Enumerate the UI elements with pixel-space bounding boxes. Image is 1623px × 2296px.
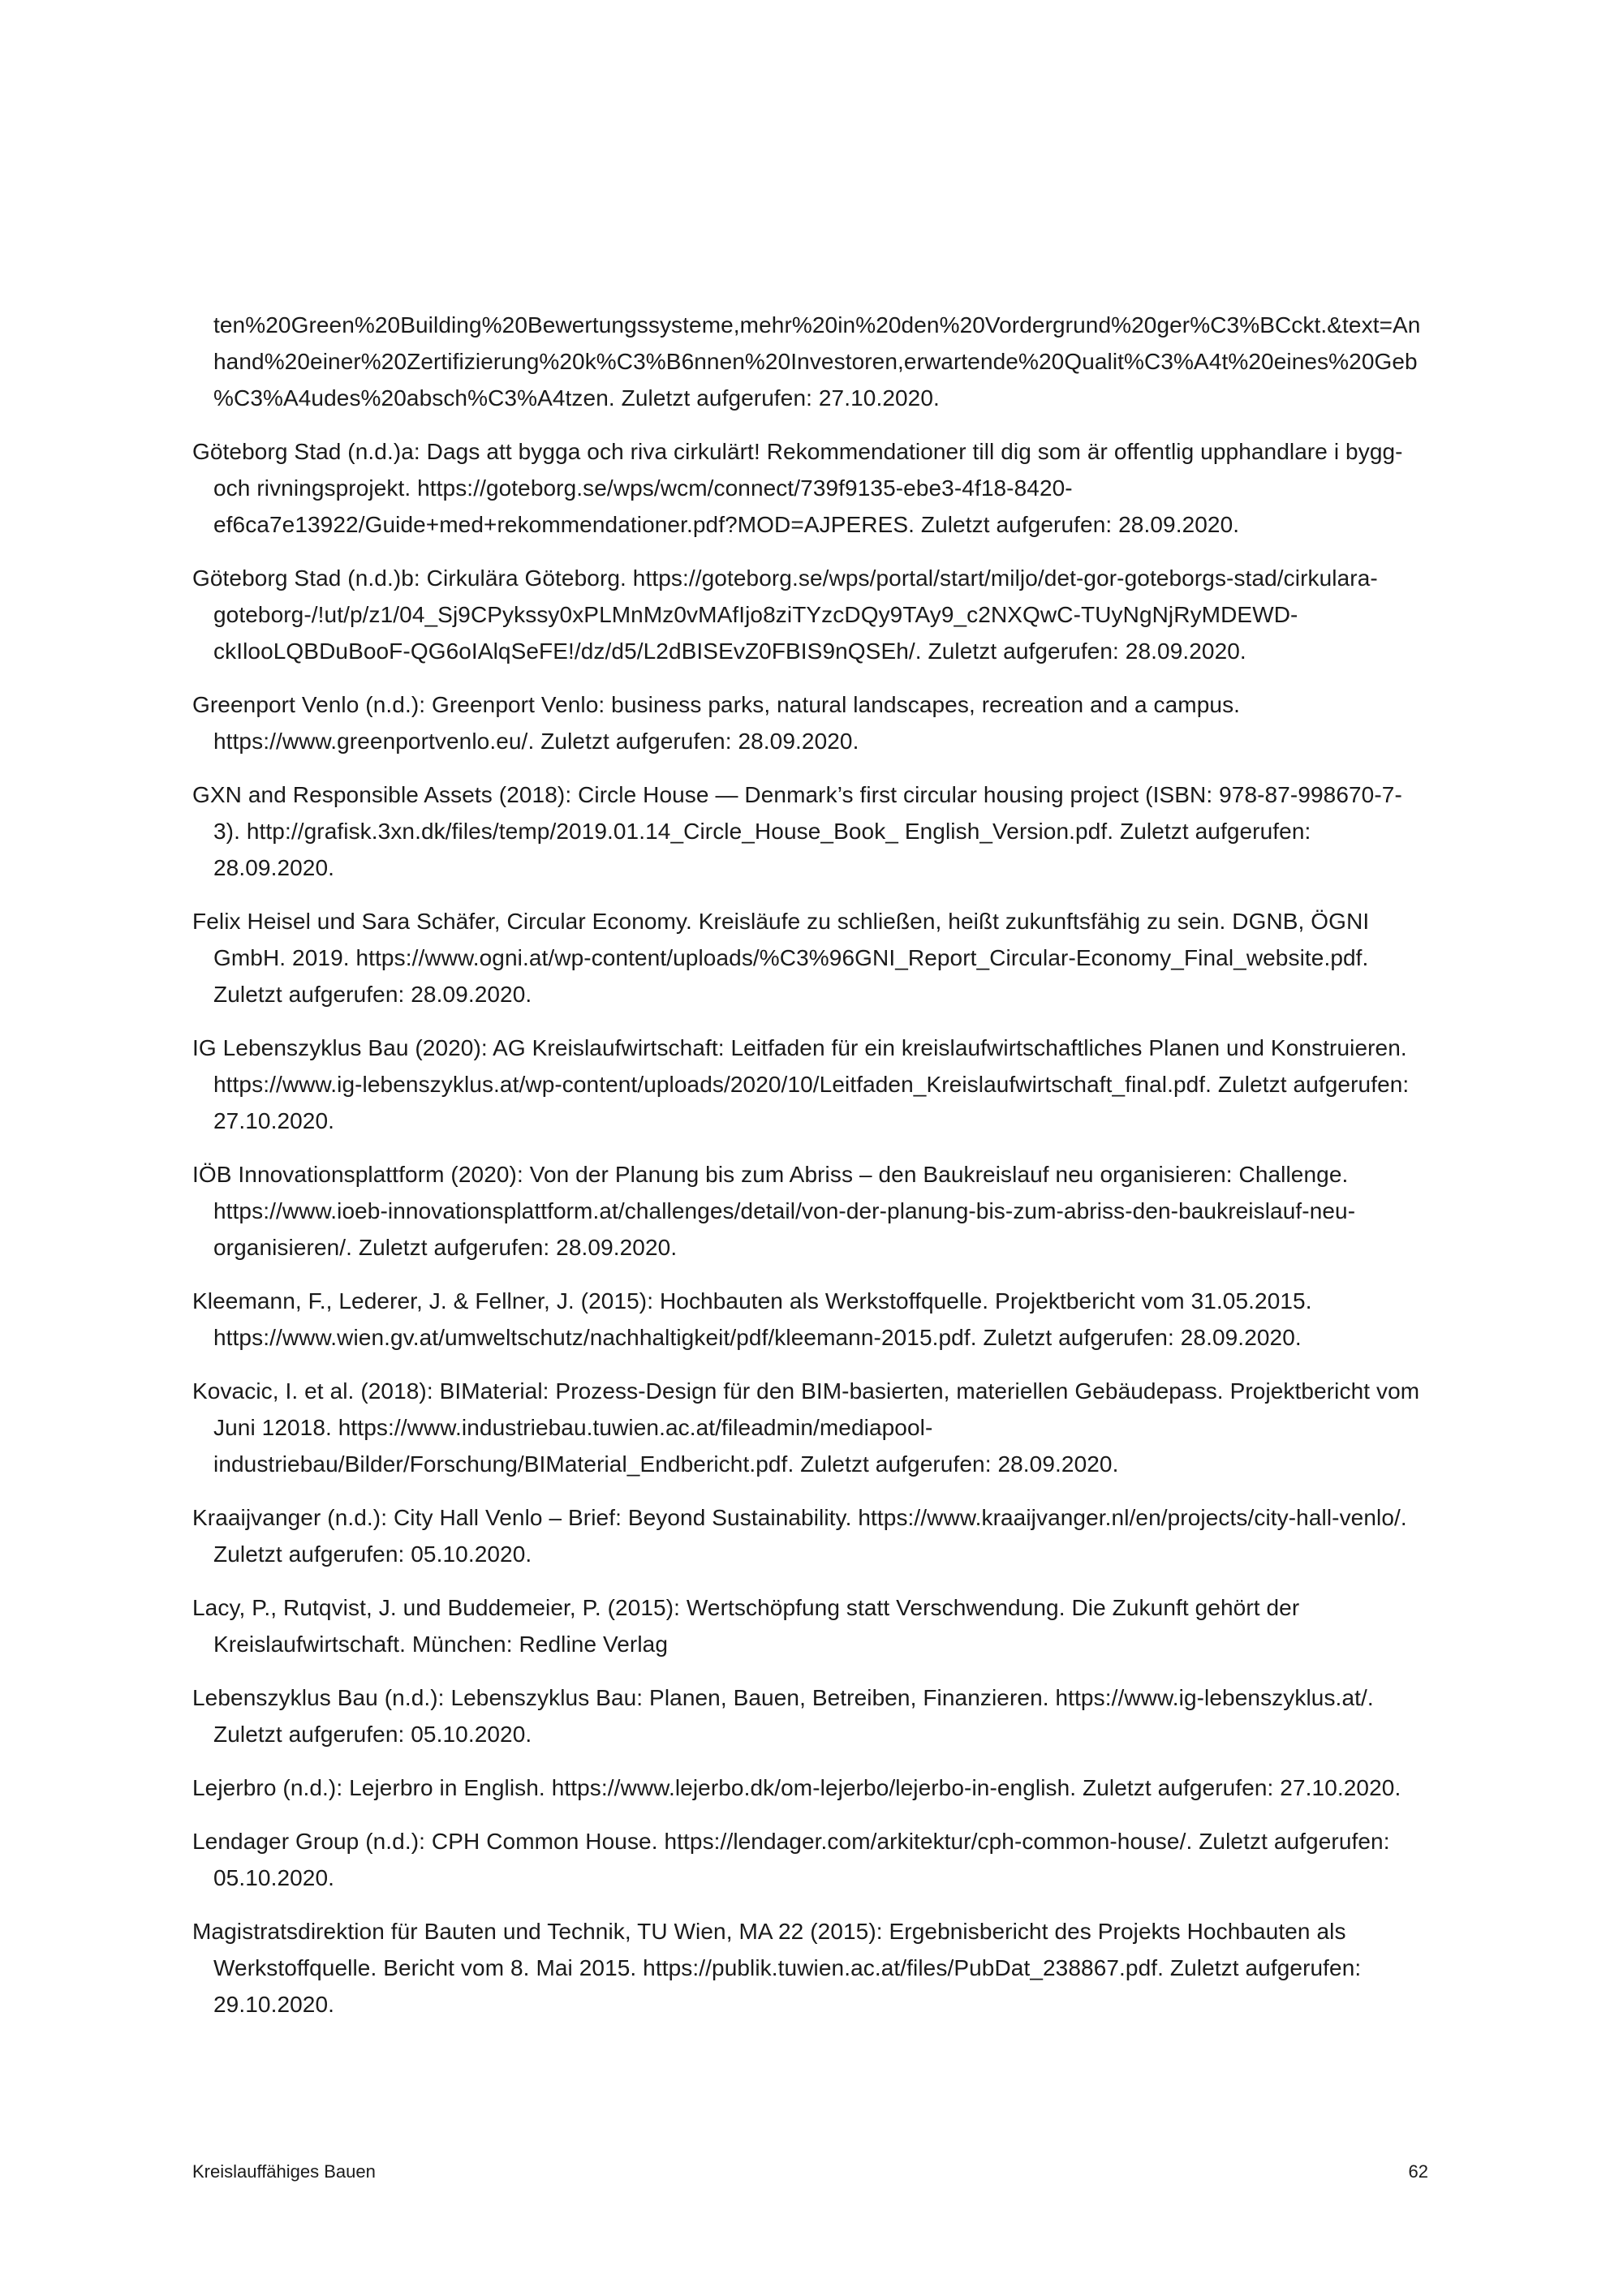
footer-title: Kreislauffähiges Bauen bbox=[192, 2161, 376, 2182]
reference-entry: IG Lebenszyklus Bau (2020): AG Kreislaufwirtschaft: Leitfaden für ein kreislaufwirtschaftliches Planen und Konstruieren. https://www.ig-lebenszyklus.at/wp-content/uploads/2020/10/Leitfaden_Kreislaufwirtschaft_final.pdf. Zuletzt aufgerufen: 27.10.2020. bbox=[192, 1035, 1410, 1133]
reference-entry: Greenport Venlo (n.d.): Greenport Venlo: business parks, natural landscapes, recreation and a campus. https://www.greenportvenlo.eu/. Zuletzt aufgerufen: 28.09.2020. bbox=[192, 692, 1241, 754]
reference-entry: Lejerbro (n.d.): Lejerbro in English. https://www.lejerbo.dk/om-lejerbo/lejerbo-in-english. Zuletzt aufgerufen: 27.10.2020. bbox=[192, 1775, 1401, 1800]
reference-list bbox=[192, 307, 1426, 2040]
reference-entry: Kraaijvanger (n.d.): City Hall Venlo – Brief: Beyond Sustainability. https://www.kraaijvanger.nl/en/projects/city-hall-venlo/. Zuletzt aufgerufen: 05.10.2020. bbox=[192, 1505, 1407, 1567]
reference-entry: ten%20Green%20Building%20Bewertungssysteme,mehr%20in%20den%20Vordergrund%20ger%C3%BCckt.&text=Anhand%20einer%20Zertifizierung%20k%C3%B6nnen%20Investoren,erwartende%20Qualit%C3%A4t%20eines%20Geb%C3%A4udes%20absch%C3%A4tzen. Zuletzt aufgerufen: 27.10.2020. bbox=[213, 312, 1421, 411]
reference-entry: Felix Heisel und Sara Schäfer, Circular Economy. Kreisläufe zu schließen, heißt zukunftsfähig zu sein. DGNB, ÖGNI GmbH. 2019. https://www.ogni.at/wp-content/uploads/%C3%96GNI_Report_Circular-Economy_Final_website.pdf. Zuletzt aufgerufen: 28.09.2020. bbox=[192, 909, 1370, 1007]
reference-entry: Göteborg Stad (n.d.)b: Cirkulära Göteborg. https://goteborg.se/wps/portal/start/miljo/det-gor-goteborgs-stad/cirkulara-goteborg-/!ut/p/z1/04_Sj9CPykssy0xPLMnMz0vMAfIjo8ziTYzcDQy9TAy9_c2NXQwC-TUyNgNjRyMDEWD-ckIlooLQBDuBooF-QG6oIAlqSeFE!/dz/d5/L2dBISEvZ0FBIS9nQSEh/. Zuletzt aufgerufen: 28.09.2020. bbox=[192, 565, 1378, 664]
reference-entry: Kleemann, F., Lederer, J. & Fellner, J. (2015): Hochbauten als Werkstoffquelle. Projektbericht vom 31.05.2015. https://www.wien.gv.at/umweltschutz/nachhaltigkeit/pdf/kleemann-2015.pdf. Zuletzt aufgerufen: 28.09.2020. bbox=[192, 1288, 1312, 1350]
reference-entry: GXN and Responsible Assets (2018): Circle House — Denmark’s first circular housing project (ISBN: 978-87-998670-7-3). http://grafisk.3xn.dk/files/temp/2019.01.14_Circle_House_Book_ English_Version.pdf. Zuletzt aufgerufen: 28.09.2020. bbox=[192, 782, 1402, 880]
reference-entry: Lacy, P., Rutqvist, J. und Buddemeier, P. (2015): Wertschöpfung statt Verschwendung. Die Zukunft gehört der Kreislaufwirtschaft. München: Redline Verlag bbox=[192, 1595, 1300, 1657]
page-number: 62 bbox=[1408, 2161, 1428, 2182]
reference-entry: Göteborg Stad (n.d.)a: Dags att bygga och riva cirkulärt! Rekommendationer till dig som är offentlig upphandlare i bygg- och rivningsprojekt. https://goteborg.se/wps/wcm/connect/739f9135-ebe3-4f18-8420-ef6ca7e13922/Guide+med+rekommendationer.pdf?MOD=AJPERES. Zuletzt aufgerufen: 28.09.2020. bbox=[192, 439, 1403, 537]
reference-entry: IÖB Innovationsplattform (2020): Von der Planung bis zum Abriss – den Baukreislauf neu organisieren: Challenge. https://www.ioeb-innovationsplattform.at/challenges/detail/von-der-planung-bis-zum-abriss-den-baukreislauf-neu-organisieren/. Zuletzt aufgerufen: 28.09.2020. bbox=[192, 1162, 1356, 1260]
reference-entry: Lebenszyklus Bau (n.d.): Lebenszyklus Bau: Planen, Bauen, Betreiben, Finanzieren. https://www.ig-lebenszyklus.at/. Zuletzt aufgerufen: 05.10.2020. bbox=[192, 1685, 1374, 1747]
reference-entry: Lendager Group (n.d.): CPH Common House. https://lendager.com/arkitektur/cph-common-house/. Zuletzt aufgerufen: 05.10.2020. bbox=[192, 1829, 1390, 1890]
reference-entry: Magistratsdirektion für Bauten und Technik, TU Wien, MA 22 (2015): Ergebnisbericht des Projekts Hochbauten als Werkstoffquelle. Bericht vom 8. Mai 2015. https://publik.tuwien.ac.at/files/PubDat_238867.pdf. Zuletzt aufgerufen: 29.10.2020. bbox=[192, 1919, 1362, 2017]
reference-entry: Kovacic, I. et al. (2018): BIMaterial: Prozess-Design für den BIM-basierten, materiellen Gebäudepass. Projektbericht vom Juni 12018. https://www.industriebau.tuwien.ac.at/fileadmin/mediapool-industriebau/Bilder/Forschung/BIMaterial_Endbericht.pdf. Zuletzt aufgerufen: 28.09.2020. bbox=[192, 1378, 1420, 1477]
